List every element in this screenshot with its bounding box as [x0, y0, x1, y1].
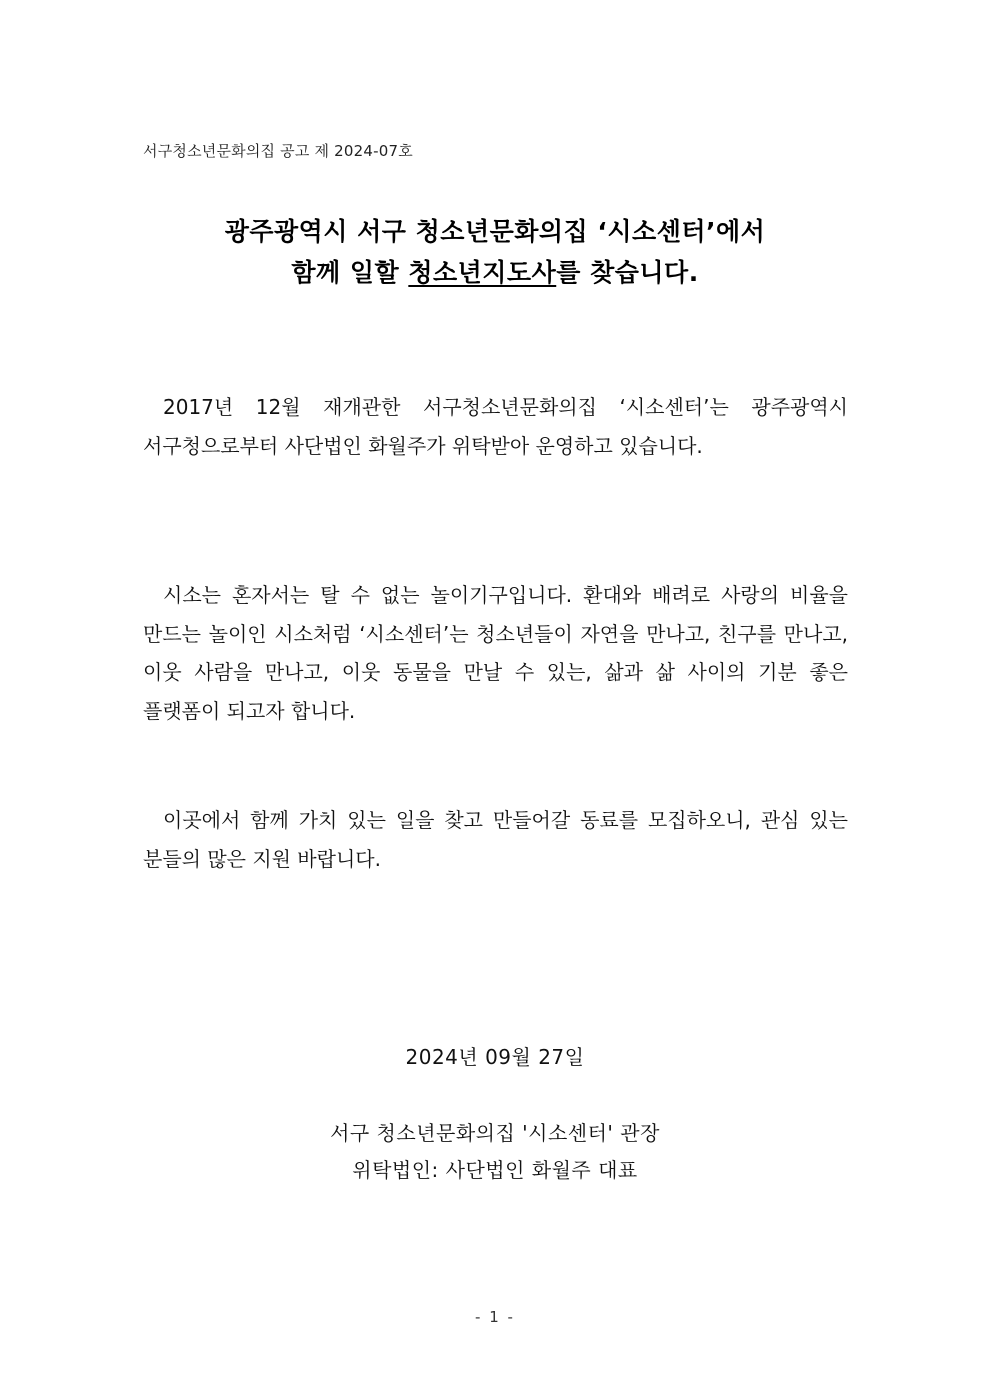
title-line-2-after: 를 찾습니다.: [556, 258, 699, 287]
body-paragraph-1: 2017년 12월 재개관한 서구청소년문화의집 ‘시소센터’는 광주광역시 서구청으로부터 사단법인 화월주가 위탁받아 운영하고 있습니다.: [143, 395, 848, 458]
title-line-2: [0, 253, 990, 289]
title-line-2-before: 함께 일할: [291, 258, 409, 287]
signer-line-2: 위탁법인: 사단법인 화월주 대표: [352, 1158, 638, 1182]
title-line-1: 광주광역시 서구 청소년문화의집 ‘시소센터’에서: [224, 217, 766, 246]
page-number: - 1 -: [475, 1308, 515, 1326]
signer-line-1: 서구 청소년문화의집 '시소센터' 관장: [330, 1121, 660, 1145]
body-paragraph-3: 이곳에서 함께 가치 있는 일을 찾고 만들어갈 동료를 모집하오니, 관심 있는 분들의 많은 지원 바랍니다.: [143, 808, 848, 871]
notice-number: 서구청소년문화의집 공고 제 2024-07호: [143, 142, 413, 160]
body-paragraph-2: 시소는 혼자서는 탈 수 없는 놀이기구입니다. 환대와 배려로 사랑의 비율을 만드는 놀이인 시소처럼 ‘시소센터’는 청소년들이 자연을 만나고, 친구를 만나고, 이웃 사람을 만나고, 이웃 동물을 만날 수 있는, 삶과 삶 사이의 기분 좋은 플랫폼이 되고자 합니다.: [143, 583, 848, 723]
title-underlined-role: 청소년지도사: [408, 258, 557, 287]
notice-date: 2024년 09월 27일: [405, 1045, 585, 1069]
